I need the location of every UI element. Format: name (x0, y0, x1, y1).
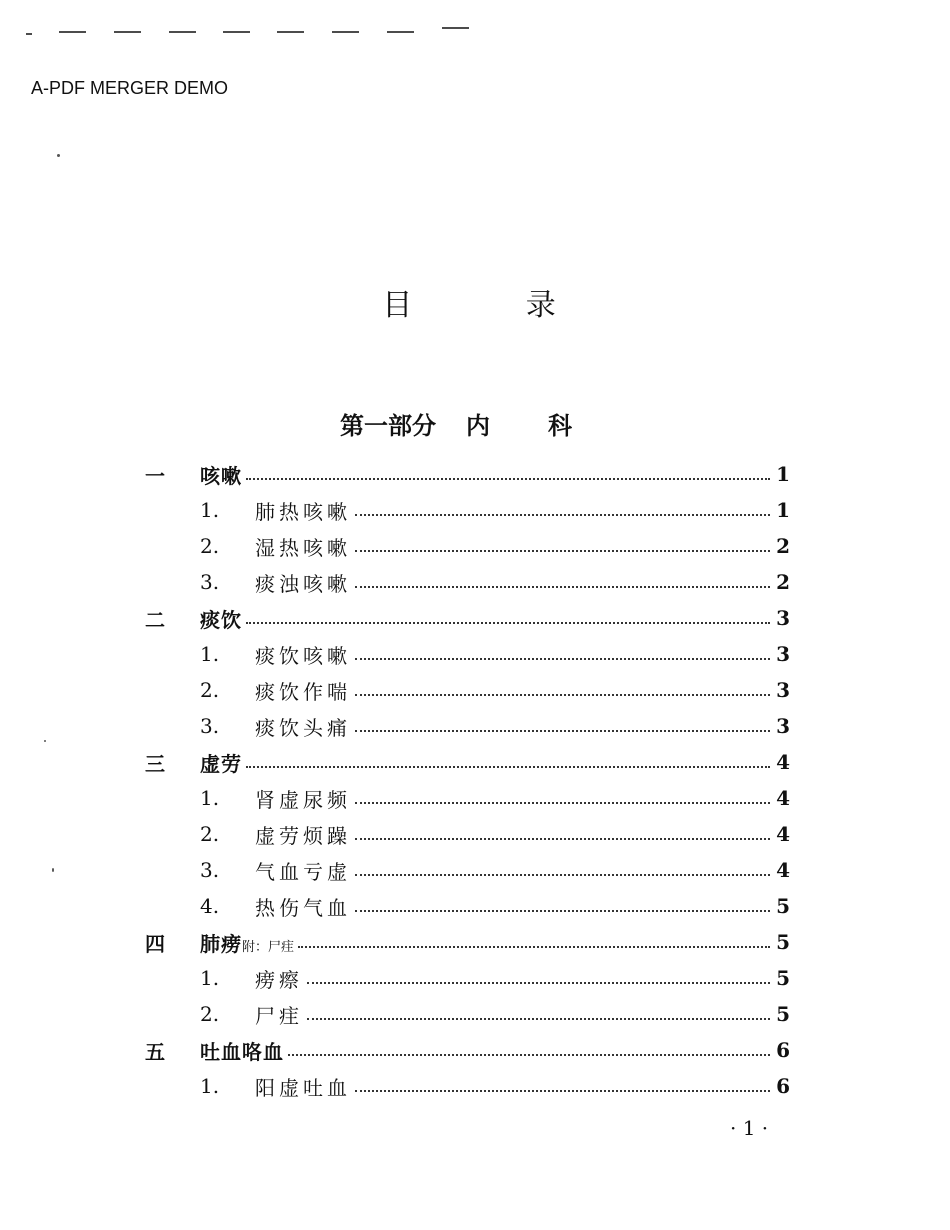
part-heading (340, 406, 572, 441)
dot-leader (355, 838, 770, 840)
toc-number: 3. (200, 858, 220, 882)
toc-title-text: 尸疰 (255, 1003, 303, 1028)
toc-page-number: 2 (776, 570, 790, 594)
toc-title (255, 1072, 351, 1101)
toc-number: 1. (200, 786, 220, 810)
toc-title (255, 820, 351, 849)
dot-leader (355, 874, 770, 876)
toc-title-text: 咳嗽 (200, 463, 242, 488)
toc-title-text: 痨瘵 (255, 967, 303, 992)
dot-leader (355, 586, 770, 588)
toc-number: 2. (200, 1002, 220, 1026)
scan-speck (57, 154, 60, 157)
toc-page-number: 5 (776, 1002, 790, 1026)
dot-leader (355, 514, 770, 516)
toc-title-text: 痰浊咳嗽 (255, 571, 351, 596)
scan-speck (44, 740, 46, 742)
toc-entry[interactable] (145, 888, 790, 924)
toc-entry[interactable] (145, 780, 790, 816)
toc-title (255, 496, 351, 525)
dot-leader (355, 550, 770, 552)
toc-page-number: 1 (776, 498, 790, 522)
toc-title-text: 肺热咳嗽 (255, 499, 351, 524)
dot-leader (355, 730, 770, 732)
toc-title (255, 1000, 303, 1029)
toc-chapter[interactable] (145, 744, 790, 780)
toc-number: 二 (145, 607, 165, 632)
toc-number: 2. (200, 678, 220, 702)
part-heading-c: 科 (548, 411, 572, 440)
dot-leader (355, 694, 770, 696)
toc-title-text: 虚劳 (200, 751, 242, 776)
toc-page-number: 4 (776, 858, 790, 882)
toc-entry[interactable] (145, 672, 790, 708)
dot-leader (355, 1090, 770, 1092)
toc-page-number: 3 (776, 678, 790, 702)
toc-title (255, 676, 351, 705)
dot-leader (246, 766, 770, 768)
toc-entry[interactable] (145, 708, 790, 744)
toc-number: 2. (200, 822, 220, 846)
toc-title (255, 532, 351, 561)
toc-title-text: 阳虚吐血 (255, 1075, 351, 1100)
toc-title (255, 568, 351, 597)
dot-leader (355, 658, 770, 660)
dot-leader (307, 1018, 770, 1020)
page-number: · 1 · (730, 1116, 769, 1140)
toc-page-number: 6 (776, 1074, 790, 1098)
toc-entry[interactable] (145, 816, 790, 852)
scan-speck (52, 868, 54, 872)
dot-leader (288, 1054, 770, 1056)
toc-title (200, 604, 242, 633)
toc-number: 1. (200, 966, 220, 990)
toc-page-number: 4 (776, 822, 790, 846)
toc-entry[interactable] (145, 852, 790, 888)
toc-chapter[interactable] (145, 924, 790, 960)
toc-number: 2. (200, 534, 220, 558)
toc-number: 4. (200, 894, 220, 918)
toc-number: 1. (200, 498, 220, 522)
watermark-text: A-PDF MERGER DEMO (31, 78, 229, 98)
toc-page-number: 2 (776, 534, 790, 558)
toc-title-text: 吐血咯血 (200, 1039, 284, 1064)
toc-entry[interactable] (145, 528, 790, 564)
dot-leader (307, 982, 770, 984)
toc-page-number: 4 (776, 750, 790, 774)
dot-leader (355, 910, 770, 912)
toc-title-text: 痰饮作喘 (255, 679, 351, 704)
part-heading-b: 内 (466, 411, 490, 440)
toc-title (200, 1036, 284, 1065)
toc-title-text: 湿热咳嗽 (255, 535, 351, 560)
dot-leader (246, 622, 770, 624)
toc-title (255, 892, 351, 921)
toc-page-number: 3 (776, 714, 790, 738)
toc-chapter[interactable] (145, 1032, 790, 1068)
toc-page-number: 5 (776, 930, 790, 954)
toc-number: 3. (200, 714, 220, 738)
top-dash-rule (26, 24, 476, 38)
toc-title-text: 肾虚尿频 (255, 787, 351, 812)
toc-page-number: 5 (776, 894, 790, 918)
toc-page-number: 3 (776, 642, 790, 666)
toc-title (255, 784, 351, 813)
toc-title (200, 928, 294, 957)
toc-entry[interactable] (145, 960, 790, 996)
toc-title-text: 虚劳烦躁 (255, 823, 351, 848)
toc-title (255, 712, 351, 741)
toc-number: 1. (200, 642, 220, 666)
table-of-contents (145, 456, 790, 1104)
toc-title (255, 640, 351, 669)
toc-page-number: 1 (776, 462, 790, 486)
part-heading-a: 第一部分 (340, 411, 436, 440)
dot-leader (298, 946, 770, 948)
toc-title (200, 748, 242, 777)
toc-title-text: 痰饮 (200, 607, 242, 632)
toc-number: 四 (145, 931, 165, 956)
toc-title-text: 痰饮咳嗽 (255, 643, 351, 668)
toc-chapter[interactable] (145, 456, 790, 492)
toc-number: 3. (200, 570, 220, 594)
dot-leader (246, 478, 770, 480)
toc-title-text: 气血亏虚 (255, 859, 351, 884)
toc-title-note: 附：尸疰 (242, 939, 295, 955)
toc-entry[interactable] (145, 564, 790, 600)
toc-title-text: 痰饮头痛 (255, 715, 351, 740)
toc-chapter[interactable] (145, 600, 790, 636)
toc-number: 三 (145, 751, 165, 776)
toc-title-text: 肺痨 (200, 931, 242, 956)
toc-title-text: 热伤气血 (255, 895, 351, 920)
toc-number: 五 (145, 1039, 165, 1064)
toc-title (255, 856, 351, 885)
toc-number: 1. (200, 1074, 220, 1098)
page-title: 目 录 (382, 288, 608, 323)
toc-page-number: 6 (776, 1038, 790, 1062)
toc-page-number: 5 (776, 966, 790, 990)
toc-entry[interactable] (145, 1068, 790, 1104)
toc-page-number: 4 (776, 786, 790, 810)
toc-entry[interactable] (145, 996, 790, 1032)
toc-entry[interactable] (145, 636, 790, 672)
dot-leader (355, 802, 770, 804)
toc-page-number: 3 (776, 606, 790, 630)
toc-title (255, 964, 303, 993)
toc-entry[interactable] (145, 492, 790, 528)
toc-title (200, 460, 242, 489)
toc-number: 一 (145, 463, 165, 488)
